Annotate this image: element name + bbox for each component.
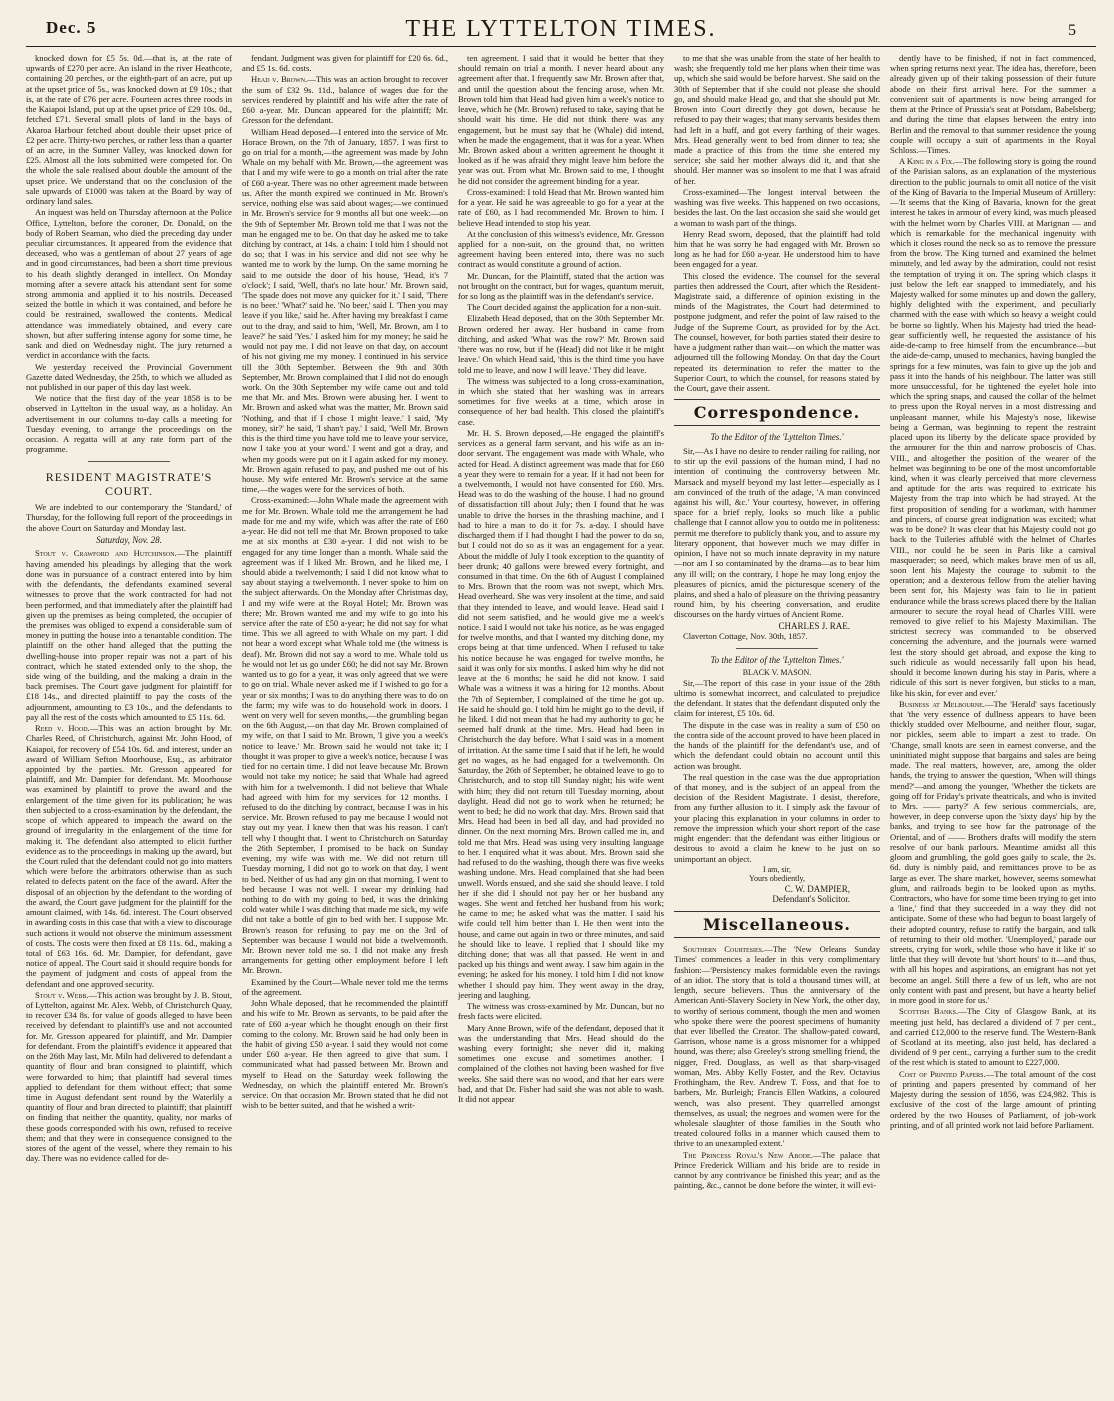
letter-salutation: To the Editor of the 'Lyttelton Times.' bbox=[710, 654, 844, 665]
article-text: —The following story is going the round of the Parisian salons, as an explanation of the mysterious direction to the public journals to omit all notice of the visit of the King of Bavaria to the Imperial Museum of Artillery:—'It seems that the King of Bavaria, known for the great interest he takes in armour of every kind, was much pleased with the helmet worn by Charles VIII. at Marignan — and which is remarkable for the mechanical ingenuity with which it closes round the neck so as to remove the pressure from the brow. The King turned and examined the helmet minutely, and led away by the admiration, could not resist the temptation of trying it on. The spring which clasps it just below the left ear snapped to immediately, and his Majesty walked for some minutes up and down the gallery, highly delighted with the experiment, and peculiarly charmed with the ease with which so heavy a weight could be borne so lightly. When his Majesty had tried the head-gear sufficiently well, he requested the assistance of his aide-de-camp to free himself from the encumbrance—but the aide-de-camp, unused to mechanics, having bungled the springs for a few minutes, was fain to give up the job and pass it into the hands of his neighbour. The latter was still more unsuccessful, for he tightened the eyelet hole into which the spring snaps, and caused the collar of the helmet to press upon the Royal nerves in a most distressing and unpleasant manner, while his Majesty's nose, likewise being a German, was beginning to repent the restraint placed upon its liberty by the delicate space provided by the armourer for the thin and narrow proboscis of Chas. VIII., and altogether the position of the wearer of the helmet was beginning to be one of the most uncomfortable kind, when it was clearly perceived that more cleverness and aptitude for the arts was required to extricate his Majesty from the trap into which he had strayed. At the first proposition of sending for a workman, with hammer and pincers, of course great indignation was excited; what was to be done? It was clear that his Majesty could not go back to the Tuileries affublé with the helmet of Charles VIII., nor could he be seen in Paris like a carnival masquerader; so need, which makes brave men of us all, soon lent his Majesty the courage to submit to the operation; and a dexterous fellow from the atelier having been sent for, his Majesty was fain to lie in patient endurance while the brass screws placed there by the Italian armourer to secure the royal head of Charles VIII. were removed to give relief to his Majesty Maximilian. The strictest secrecy was commanded to be observed concerning the adventure, and the journals were warned lest the story should get abroad, and expose the king to such ridicule as would necessarily fall upon his head, should it become known during his stay in Paris, where a ridicule of this sort is never forgiven, but sticks to a man, like his skin, for ever and ever.' bbox=[890, 156, 1096, 698]
article-title: Business at Melbourne. bbox=[899, 698, 985, 709]
paragraph: Mr. H. S. Brown deposed,—He engaged the plaintiff's services as a general farm servant, and his wife as an in-door servant. The engagement was made with Whale, who acted for Head. A distinct agreement was made that for £60 a year they were to remain for a year. If it had not been for a twelvemonth, I would not have consented for £60. Mrs. Head was to do the washing of the house. I had no ground of dissatisfaction till about July; then I found that he was unable to drive the horses in the thrashing machine, and I had to hire a man to do it for 7s. a-day. I should have discharged them if I had thought I had the power to do so, but I could not do so as it was an engagement for a year. About the middle of July I took exception to the quantity of beer drunk; 40 gallons were brewed every fortnight, and consumed in that time. On the 6th of August I complained to Mrs. Brown that the room was not swept, which Mrs. Head overheard. She was very insolent at the time, and said that they intended to leave, and would leave. Head said I did not seem satisfied, and he would give me a week's notice. I said I would not take his notice, as he was engaged for twelve months, and that I wanted my ditching done, my crops being at that time unfenced. When I refused to take his notice because he was engaged for twelve months, he said it was only for six months. I asked him why he did not leave at the 6 months; he said he did not know. I said Whale was a witness it was a hiring for 12 months. About the 7th of September, I complained of the time he got up. He said he should go. I told him he might go to the devil, if he liked. I did not mean that he had my authority to go; he seemed half drunk at the time. Mrs. Head had been in Christchurch the day before. What I said was in a moment of irritation. At the same time I said that if he left, he would get no wages, as he had engaged for a twelvemonth. On Saturday, the 26th of September, he obtained leave to go to Christchurch, and to stop till Sunday night; his wife went with him; they did not return till Tuesday morning, about daylight. Head did not go to work when he returned; he went to bed; he did no work that day. Mrs. Brown said that Mrs. Head had been in bed all day, and had provided no dinner. On the next morning Mrs. Brown called me in, and told me that Mrs. Head was using very insulting language to her. I enquired what it was about. Mrs. Brown said she had refused to do the washing, though there was five weeks washing undone. Mrs. Head complained that she had been unwell. Words ensued, and she said she should leave. I told her if she did I should not pay her or her husband any wages. She went and fetched her husband from his work; he came to me; he asked what was the matter. I said his wife could tell him better than I. He then went into the house, and came out again in two or three minutes, and said he should like to leave. I replied that I should like my ditching done; that was all that passed. He went in and packed up his things and went away. I saw him again in the evening; he asked for his money. I told him I did not know whether I should pay him. They went away in the dray, jeering and laughing. bbox=[458, 427, 664, 1000]
paragraph: ten agreement. I said that it would be better that they should remain on trial a month. I never heard about any agreement after that. I frequently saw Mr. Brown after that, and until the question about the fencing arose, when Mr. Brown told him that Head had given him a week's notice to leave, which he (Mr. Brown) refused to take, saying that he should wait his time. He did not think there was any engagement, but he must say that he (Whale) did intend, when he made the engagement, that it was for a year. When Mr. Brown asked about a written agreement he thought it looked as if he was afraid they might leave him before the year was out. From what Mr. Brown said to me, I thought he did not consider the agreement binding for a year. bbox=[458, 53, 664, 186]
paragraph: knocked down for £5 5s. 0d.—that is, at the rate of upwards of £270 per acre. An island in the river Heathcote, containing 20 perches, or the eighth-part of an acre, put up at the upset price of 5s., was knocked down at £9 10s.; that is, at the rate of £76 per acre. Fourteen acres three roods in the Kaiapoi Island, put up at the upset price of £29 10s. 0d., fetched £71. Several small plots of land in the bays of Akaroa Harbour fetched about double their upset price of £2 per acre. Thirty-two perches, or rather less than a quarter of an acre, in the Sumner Valley, was knocked down for £25. Almost all the lots submitted were competed for. On the whole the sale realised about double the amount of the upset price. We understand that on the conclusion of the sale upwards of £1000 was taken at the Board by way of ordinary land sales. bbox=[26, 53, 232, 207]
case-title: Reed v. Hood. bbox=[35, 723, 90, 734]
paragraph: to me that she was unable from the state of her health to wash; she frequently told me her plans when their time was up, which she said would be before harvest. She said on the 30th of September that if she could not please she should go, and should make Head go, and that she should put Mr. Brown into Court directly they got down, because he refused to pay their wages; that many servants besides them had left in a huff, and got every farthing of their wages. Mrs. Head generally went to bed from dinner to tea; she made a practice of this from the time she entered my service; she said her mother always did it, and that she should. Her manner was so insolent to me that I was afraid of her. bbox=[674, 53, 880, 186]
case-title: Stout v. Webb. bbox=[35, 989, 89, 1000]
letter-salutation: To the Editor of the 'Lyttelton Times.' bbox=[710, 432, 844, 443]
case-text: —This action was brought by J. B. Stout, of Lyttelton, against Mr. Alex. Webb, of Christchurch Quay, to recover £34 8s. for value of goods alleged to have been received by defendant to plaintiff's use and not accounted for. Mr. Gresson appeared for plaintiff, and Mr. Dampier for defendant. From the plaintiff's evidence it appeared that on the 26th May last, Mr. Miln had delivered to defendant a quantity of flour and bran consigned to plaintiff, which were forwarded to him; that plaintiff had several times applied to defendant for them without effect; that some time in August defendant sent round by the Waterlily a quantity of flour and bran directed to plaintiff; that plaintiff on finding that neither the quantity, quality, nor marks of these goods corresponded with his own, refused to receive them; and that they were in consequence consigned to the stores of the agent of the vessel, where they remain to his day. There was no evidence called for de- bbox=[26, 989, 232, 1164]
paragraph: dently have to be finished, if not in fact commenced, when spring returns next year. The idea has, therefore, been already given up of their taking possession of their future abode on their first arrival here. For the summer a convenient suit of apartments is now being arranged for them at the Prince of Prussia's seat at Potsdam, Babelsberg; and during the time that elapses between the entry into Berlin and the removal to that summer residence the young couple will occupy a suit of apartments in the Royal Schloss.—Times. bbox=[890, 53, 1096, 155]
letter-text: The dispute in the case was in reality a sum of £50 on the contra side of the account proved to have been placed in the hands of the plaintiff for the defendant's use, and of which the defendant could obtain no account until this action was brought. bbox=[674, 719, 880, 771]
section-heading: RESIDENT MAGISTRATE'S COURT. bbox=[45, 469, 213, 498]
columns bbox=[26, 47, 1096, 1401]
letter-signature: CHARLES J. RAE. bbox=[778, 620, 850, 631]
divider bbox=[736, 648, 818, 649]
issue-date: Dec. 5 bbox=[46, 18, 97, 37]
paragraph: The witness was subjected to a long cross-examination, in which she stated that her washing was in arrears sometimes for five weeks at a time, which arose in consequence of her bad health. This closed the plaintiff's case. bbox=[458, 375, 664, 427]
letter-close: I am, sir, bbox=[762, 864, 792, 874]
article-text: —The total amount of the cost of printing and papers presented by command of her Majesty during the session of 1856, was £24,982. This is exclusive of the cost of the large amount of printing ordered by the two Houses of Parliament, of job-work printing, and of all printed work not laid before Parliament. bbox=[890, 1068, 1096, 1130]
signature-role: Defendant's Solicitor. bbox=[772, 894, 850, 905]
case-title: Stout v. Crawford and Hutchinson. bbox=[35, 548, 177, 559]
letter-text: Sir,—The report of this case in your issue of the 28th ultimo is somewhat incorrect, and calculated to prejudice the defendant. It states that the defendant disputed only the claim for interest, £5 10s. 6d. bbox=[674, 677, 880, 719]
paragraph: An inquest was held on Thursday afternoon at the Police Office, Lyttelton, before the coroner, Dr. Donald, on the body of Robert Seaman, who died the preceding day under peculiar circumstances. It appeared from the evidence that deceased, who was a gentleman of about 27 years of age and in good circumstances, had been a short time previous to his death slightly deranged in intellect. On Monday morning after a severe attack his attendant sent for some strong ammonia and applied it to his nostrils. Deceased seized the bottle in which it was contained, and before he could be restrained, swallowed the contents. Medical attendance was immediately obtained, and every care shown, but after suffering intense agony for some time, he sank and died on Wednesday night. The jury returned a verdict in accordance with the facts. bbox=[26, 207, 232, 361]
column-4 bbox=[674, 53, 880, 1401]
column-5 bbox=[890, 53, 1096, 1401]
letter-close: Yours obediently, bbox=[748, 874, 805, 884]
paragraph: We are indebted to our contemporary the 'Standard,' of Thursday, for the following full report of the proceedings in the above Court on Saturday and Monday last. bbox=[26, 502, 232, 533]
misc-paragraph bbox=[674, 1150, 880, 1191]
paragraph: Mary Anne Brown, wife of the defendant, deposed that it was the understanding that Mrs. Head should do the washing every fortnight; she never did it, making sometimes one excuse and sometimes another. I complained of the clothes not having been washed for five weeks. She said there was no wood, and that her ears were bad, and that Dr. Fisher had said she was not able to wash. It did not appear bbox=[458, 1022, 664, 1105]
case-paragraph bbox=[26, 723, 232, 989]
column-2 bbox=[242, 53, 448, 1401]
case-paragraph bbox=[26, 548, 232, 722]
article-title: Southern Courtesies. bbox=[683, 944, 765, 955]
section-heading: Miscellaneous. bbox=[674, 911, 880, 938]
article-text: —The 'Herald' says facetiously that 'the very essence of dullness appears to have been thickly studded over Melbourne, and neither flour, sugar, nor pickles, seem able to impart a zest to trade. On 'Change, small knots are seen in earnest converse, and the uninitiated might suppose that bargains and sales are being made. The real matters, however, are, among the older hands, the trying to answer the question, 'When will things mend?'—and among the younger, 'Whether the tickets are going off for Friday's private theatricals, and who is invited to Mrs. —— party?' A few serious commercials, are, however, in deep converse upon the 'sixty days' hip by the banks, and trying to see how far the patronage of the Oriental, and of —— Brothers drafts will modify the stern resolve of our bank parlours. Meantime amidst all this gloom and grumbling, the gold goes gaily to scale, the 2s. 6d. duty is nimbly paid, and remittances prove to be as large as ever. The share market, however, seems somewhat glum, and railroads begin to be looked upon as myths. Contractors, who have for some time been trying to get into a 'line,' find that they succeeded in a way they did not anticipate. Some of these who had begun to boast largely of their adopted country, refuse to ratify the bargain, and talk of returning to their old mother. 'Unemployed,' parade our streets, crying for work, while those who have it like it' so little that they will devote but 'short hours' to it—and thus, with all his hopes and aspirations, an emigrant has not yet become an angel. Still there a few of us left, who are not only content with past and present, but have a hearty belief in more good in store for us.' bbox=[890, 698, 1096, 1006]
paragraph: Mr. Duncan, for the Plaintiff, stated that the action was not brought on the contract, but for wages, quantum meruit, for so long as the plaintiff was in the defendant's service. bbox=[458, 270, 664, 302]
case-title: Head v. Brown. bbox=[251, 74, 308, 85]
article-text: —The palace that Prince Frederick William and his bride are to reside in cannot by any contrivance be finished this year; and as the painting, &c., cannot be done before the winter, it will evi- bbox=[674, 1149, 880, 1191]
paragraph: John Whale deposed, that he recommended the plaintiff and his wife to Mr. Brown as servants, to be paid after the rate of £60 a-year which he thought enough on their first coming to the colony. Mr. Brown said he had only been in the habit of giving £50 a-year. I said they would not come under £60 a-year. He then agreed to give that sum. I communicated what had passed between Mr. Brown and myself to Head on the Saturday week following the Wednesday, on which the plaintiff entered Mr. Brown's service. On that occasion Mr. Brown stated that he did not wish to be better suited, and that he wished a writ- bbox=[242, 998, 448, 1111]
case-text: —This was an action brought by Mr. Charles Reed, of Christchurch, against Mr. John Hood, of Kaiapoi, for recovery of £54 10s. 6d. and interest, under an award of William Sefton Moorhouse, Esq., as arbitrator appointed by the parties. Mr. Gresson appeared for plaintiff, and Mr. Dampier for defendant. Mr. Moorhouse was examined by plaintiff to prove the award and the enlargement of the time given for its publication; he was then subjected to a cross-examination by the defendant, the scope of which appeared to impeach the award on the ground of irregularity in the enlargement of the time for making it. The defendant also attempted to elicit further evidence as to the proceedings in making up the award, but the Court ruled that the defendant could not go into matters which were before the arbitrators otherwise than as such related to defects patent on the face of the award. After the disposal of an objection by the defendant to the wording of the award, the Court gave judgment for the plaintiff for the amount claimed, with 14s. 6d. interest. The Court observed in awarding costs in this case that with a view to discourage such actions it would not observe the minimum assessment of costs. The costs were then fixed at £8 11s. 6d., making a total of £63 16s. 6d. Mr. Dampier, for defendant, gave notice of appeal. The Court said it should require bonds for the payment of judgment and costs of appeal from the defendant and one approved security. bbox=[26, 723, 232, 989]
misc-paragraph bbox=[890, 156, 1096, 698]
paragraph: Elizabeth Head deposed, that on the 30th September Mr. Brown ordered her away. Her husband in came from ditching, and asked 'What was the row?' Mr. Brown said 'there was no row, but if he (Head) did not like it he might leave.' On which Head said, 'this is the third time you have told me to leave, and now I will leave.' They did leave. bbox=[458, 313, 664, 375]
paragraph: At the conclusion of this witness's evidence, Mr. Gresson applied for a non-suit, on the ground that, no written agreement having been entered into, there was no such contract as would constitute a ground of action. bbox=[458, 228, 664, 270]
paragraph: Cross-examined:—John Whale made the agreement with me for Mr. Brown. Whale told me the arrangement he had made for me and my wife, which was after the rate of £60 a-year. He did not tell me that Mr. Brown proposed to take me at six months at £30 a-year. I did not wish to be engaged for any time longer than a month. Whale said the agreement was if I liked Mr. Brown, and he liked me, I should abide a twelvemonth; I said I did not know what to say about staying a twelvemonth. I never spoke to him on the subject afterwards. On the Monday after Christmas day, I and my wife were at the Royal Hotel; Mr. Brown was there; Mr. Brown wanted me and my wife to go into his service after the rate of £50 a-year; he did not say for what time. This we all agreed to with Whale on my part. I did not hear a word except what Whale told me (the witness is deaf). Mr. Brown did not say a word to me. Whale told us he would not let us go under £60; he did not say Mr. Brown wanted us to go for a year, it was only agreed that we were to go on trial. Whale never asked me if I wished to go for a year or six months; I was to do anything there was to do on the farm; my wife was to do household work in doors. I went on very well for seven months,—the grumbling began on the 6th August,—on that day Mr. Brown complained of my wife, on that I said to Mr. Brown, 'I give you a week's notice to leave.' Mr. Brown said he would not take it; I thought it was proper to give a week's notice, because I was tied for no certain time. I did not leave because Mr. Brown would not take my notice; he said that Whale had agreed with him for a twelvemonth. I did not believe that Whale had agreed with him for my services for 12 months. I refused to do the ditching by contract, because I was in his service. Mr. Brown refused to pay me because I would not stay out my year. I knew then that was his reason. I can't tell why I thought that. I went to Christchurch on Saturday the 26th September, I promised to be back on Sunday evening, my wife was with me. We did not return till Tuesday morning, I did not go to work on that day, I went to bed. Neither of us had any gin on that morning. I went to bed because I was not well. I swear my drinking had nothing to do with my going to bed, it was the drinking cold water while I was ditching that made me sick, my wife did not take a bottle of gin to bed with her. I suppose Mr. Brown's reason for refusing to pay me on the 3rd of September was because I would not bide a twelvemonth. Mr. Brown never told me so. I did not make any fresh arrangements for getting other employment before I left Mr. Brown. bbox=[242, 495, 448, 976]
article-text: —The 'New Orleans Sunday Times' commences a leader in this very complimentary fashion:—'Persistency makes formidable even the ravings of an idiot. The story that is told a thousand times will, at length, secure believers. Thus the anniversary of the American Anti-Slavery Society in New York, the other day, to worthy of serious comment, though the men and women who spoke there were the poorest specimens of humanity that ever libelled the Creator. The shallow-pated coward, Garrison, whose name is a gross misnomer for a whipped hound, was there; also Greeley's strong smelling friend, the nigger, Fred. Douglass, as well as that sharp-visaged woman, Mrs. Abby Kelly Foster, and the Rev. Octavius Frothingham, the Rev. Andrew T. Foss, and that foe to barbers, Mr. Burleigh; Francis Ellen Watkins, a coloured wench, was also present. They quarrelled amongst themselves, as usual; the negroes and women were for the wholesale slaughter of those families in the South who treated coloured folks in a manner which caused them to thrive to an unexampled extent.' bbox=[674, 944, 880, 1149]
column-1 bbox=[26, 53, 232, 1401]
paragraph: We yesterday received the Provincial Government Gazette dated Wednesday, the 25th, to which we alluded as not published in our paper of this day last week. bbox=[26, 361, 232, 392]
case-line: BLACK V. MASON. bbox=[742, 668, 812, 678]
paragraph: fendant. Judgment was given for plaintiff for £20 6s. 6d., and £5 1s. 6d. costs. bbox=[242, 53, 448, 74]
paragraph: Henry Read sworn, deposed, that the plaintiff had told him that he was sorry he had engaged with Mr. Brown so long as he had for £60 a-year. He understood him to have been engaged for a year. bbox=[674, 228, 880, 270]
misc-paragraph bbox=[674, 944, 880, 1148]
paragraph: This closed the evidence. The counsel for the several parties then addressed the Court, after which the Resident-Magistrate said, a difference of opinion existing in the minds of the Magistrates, the Court had determined to postpone judgment, and refer the point of law raised to the Judge of the Supreme Court, as provided for by the Act. The counsel, however, for both parties stated their desire to have a judgment rather than wait—on which the matter was adjourned till the following Monday. On that day the Court repeated its determination to refer the matter to the Superior Court, to which the counsel, for reasons stated by the Court, gave their assent. bbox=[674, 270, 880, 393]
section-heading: Correspondence. bbox=[674, 399, 880, 426]
letter-signature: C. W. DAMPIER, bbox=[784, 883, 850, 894]
letter-text: The real question in the case was the due appropriation of that money, and is the subject of an appeal from the decision of the Resident Magistrate. I desist, therefore, from any further allusion to it. I simply ask the favour of your placing this explanation in your columns in order to remove the impression which your short report of the case might engender: that the defendant was either litigious or desirous to avoid a claim he knew to be just on so unimportant an object. bbox=[674, 771, 880, 864]
divider bbox=[88, 461, 170, 462]
article-title: The Princess Royal's New Abode. bbox=[683, 1149, 813, 1160]
article-text: —The City of Glasgow Bank, at its meeting just held, has declared a dividend of 7 per cent., and carried £12,000 to the reserve fund. The Western-Bank of Scotland at its meeting, also just held, has declared a dividend of 9 per cent., carrying a further sum to the credit of the rest which is stated to amount to £227,000. bbox=[890, 1006, 1096, 1068]
article-title: Cost of Printed Papers. bbox=[899, 1068, 986, 1079]
case-paragraph bbox=[26, 990, 232, 1164]
case-paragraph bbox=[242, 74, 448, 125]
paragraph: The witness was cross-examined by Mr. Duncan, but no fresh facts were elicited. bbox=[458, 1001, 664, 1022]
court-date: Saturday, Nov. 28. bbox=[96, 534, 162, 545]
letter-address: Claverton Cottage, Nov. 30th, 1857. bbox=[683, 631, 808, 642]
paragraph: Cross-examined: I told Head that Mr. Brown wanted him for a year. He said he was agreeable to go for a year at the rate of £60, as I had recommended Mr. Brown to him. I believe Head intended to stop his year. bbox=[458, 186, 664, 228]
misc-paragraph bbox=[890, 1006, 1096, 1067]
paragraph: William Head deposed—I entered into the service of Mr. Horace Brown, on the 7th of January, 1857. I was first to go on trial for a month,—the agreement was made by John Whale on my behalf with Mr. Brown,—the agreement was that I and my wife were to go a month on trial after the rate of £60 a-year. There was no other agreement made between us. After the month expired we continued in Mr. Brown's service, nothing else was said about wages;—we continued in Mr. Brown's service for 9 months all but one week:—on the 9th of September Mr. Brown told me that I was not the man he engaged me to be. On that day he asked me to take ditching by contract, at 14s. a chain: I told him I should not do so; that I was in his service and did not see why he wanted me to work by the lump. On the same morning he said to me outside the door of his house, 'Head, it's 7 o'clock'; I said, 'Well, that's no late hour.' Mr. Brown said, 'The spade does not move any quicker for it.' I said, 'There is no beer.' 'What?' said he. 'No beer,' said I. 'Then you may leave if you like,' said he. After having my breakfast I came out to the dray, and said to him, 'Well, Mr. Brown, am I to leave?' he said 'Yes.' I asked him for my money; he said he would not pay me. I did not leave on that day, on account of his not giving me my money. I continued in his service till the 30th September. Between the 9th and 30th September, Mr. Brown complained that I did not do enough work. On the 30th September my wife came out and told me that Mr. and Mrs. Brown were abusing her. I went to Mr. Brown and asked what was the matter, Mr. Brown said 'Nothing, and that if I chose I might leave.' I said, 'My money, sir?' he said, 'I shan't pay.' I said, 'Well Mr. Brown this is the third time you have told me to leave your service, now I take you at your word.' I went and got a dray, and when my goods were put on it I again asked for my money. Mr. Brown again refused to pay, and pushed me out of his house. My wife entered Mr. Brown's service at the same time,—the wages were for the services of both. bbox=[242, 126, 448, 495]
masthead bbox=[26, 8, 1096, 47]
article-title: A King in a Fix. bbox=[899, 156, 955, 167]
case-text: —This was an action brought to recover the sum of £32 9s. 11d., balance of wages due for the services rendered by plaintiff and his wife after the rate of £60 a-year. Mr. Duncan appeared for the plaintiff; Mr. Gresson for the defendant. bbox=[242, 74, 448, 126]
case-text: —The plaintiff having amended his pleadings by alleging that the work done was in pursuance of a contract entered into by him with the defendants, the defendants examined several witnesses to prove that the work contracted for had not been performed, and that immediately after the plaintiff had given up the premises as being completed, the occupier of the premises was obliged to expend a considerable sum of money in putting the house into a tenantable condition. The plaintiff on the other hand alleged that the putting the dwelling-house into proper repair was not a part of his contract, which he stated extended only to the shop, the side wing of the building, and the making a drain in the back premises. The Court gave judgment for plaintiff for £18 14s., and directed plaintiff to pay the costs of the adjournment, amounting to £3 10s., and the defendants to pay all the rest of the costs which amounted to £5 11s. 6d. bbox=[26, 548, 232, 722]
page-number: 5 bbox=[1068, 22, 1076, 39]
paragraph: Cross-examined—The longest interval between the washing was five weeks. This happened on two occasions, besides the last. On the last occasion she said she would get a woman to wash part of the things. bbox=[674, 186, 880, 228]
paragraph: We notice that the first day of the year 1858 is to be observed in Lyttelton in the usual way, as a holiday. An advertisement in our columns to-day calls a meeting for Tuesday evening, to arrange the proceedings on the occasion. A regatta will at any rate form part of the programme. bbox=[26, 393, 232, 455]
article-title: Scottish Banks. bbox=[899, 1006, 959, 1017]
misc-paragraph bbox=[890, 1069, 1096, 1130]
paragraph: Examined by the Court—Whale never told me the terms of the agreement. bbox=[242, 976, 448, 997]
letter-text: Sir,—As I have no desire to render railing for railing, nor to stir up the evil passions of the human mind, I had no intention of continuing the controversy between Mr. Marsack and myself beyond my last letter—especially as I am convinced of the truth of the adage, 'A man convinced against his will, &c.' Your courtesy, however, in offering space for a brief reply, looks so much like a public challenge that I cannot allow you to outdo me in politeness: permit me therefore to publicly thank you, and to assure my literary opponent, that however much we may differ in opinion, I have not so much innate depravity in my nature—nor am I so contaminated by the drama—as to bear him any ill will; on the contrary, I hope he may long enjoy the pleasures of picnics, amid the picturesque scenery of the plains, and shed a halo of pleasure on the thriving peasantry round him, by his cheering conversation, and erudite discourses on the hardy virtues of Ancient Rome. bbox=[674, 445, 880, 620]
misc-paragraph bbox=[890, 699, 1096, 1006]
column-3 bbox=[458, 53, 664, 1401]
paragraph: The Court decided against the application for a non-suit. bbox=[467, 302, 662, 313]
newspaper-title: THE LYTTELTON TIMES. bbox=[405, 16, 717, 42]
